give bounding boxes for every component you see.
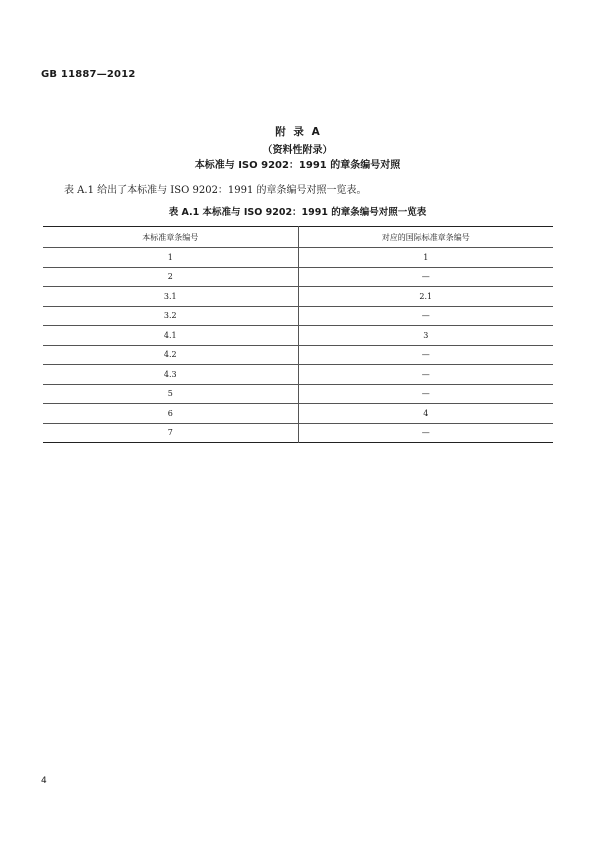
cell-this-clause: 1 — [43, 248, 298, 268]
table-row — [43, 384, 553, 404]
cell-iso-clause: 1 — [298, 248, 553, 268]
table-row — [43, 365, 553, 385]
cell-iso-clause: — — [298, 267, 553, 287]
header-this-standard: 本标准章条编号 — [43, 227, 298, 248]
cell-iso-clause: — — [298, 345, 553, 365]
cell-this-clause: 2 — [43, 267, 298, 287]
cell-iso-clause: — — [298, 306, 553, 326]
table-row — [43, 248, 553, 268]
table-row — [43, 326, 553, 346]
cell-iso-clause: — — [298, 365, 553, 385]
table-row — [43, 287, 553, 307]
cell-iso-clause: 4 — [298, 404, 553, 424]
table-row — [43, 404, 553, 424]
cell-this-clause: 3.1 — [43, 287, 298, 307]
table-row — [43, 345, 553, 365]
intro-paragraph: 表 A.1 给出了本标准与 ISO 9202：1991 的章条编号对照一览表。 — [64, 185, 367, 196]
cell-iso-clause: — — [298, 423, 553, 443]
table-caption: 表 A.1 本标准与 ISO 9202：1991 的章条编号对照一览表 — [168, 207, 427, 218]
table-row — [43, 306, 553, 326]
cell-iso-clause: 2.1 — [298, 287, 553, 307]
page-number: 4 — [41, 776, 47, 786]
table-row — [43, 267, 553, 287]
cell-this-clause: 5 — [43, 384, 298, 404]
annex-subtitle: 本标准与 ISO 9202：1991 的章条编号对照 — [194, 160, 401, 171]
cell-iso-clause: — — [298, 384, 553, 404]
table-header-row — [43, 227, 553, 248]
cell-this-clause: 3.2 — [43, 306, 298, 326]
table-row — [43, 423, 553, 443]
standard-id: GB 11887—2012 — [41, 69, 136, 80]
cell-this-clause: 6 — [43, 404, 298, 424]
header-international-standard: 对应的国际标准章条编号 — [381, 232, 470, 242]
clause-comparison-table — [43, 226, 553, 443]
cell-iso-clause: 3 — [298, 326, 553, 346]
cell-this-clause: 4.2 — [43, 345, 298, 365]
cell-this-clause: 4.3 — [43, 365, 298, 385]
cell-this-clause: 4.1 — [43, 326, 298, 346]
cell-this-clause: 7 — [43, 423, 298, 443]
annex-type: （资料性附录） — [262, 145, 333, 156]
annex-title: 附 录 A — [275, 126, 320, 138]
